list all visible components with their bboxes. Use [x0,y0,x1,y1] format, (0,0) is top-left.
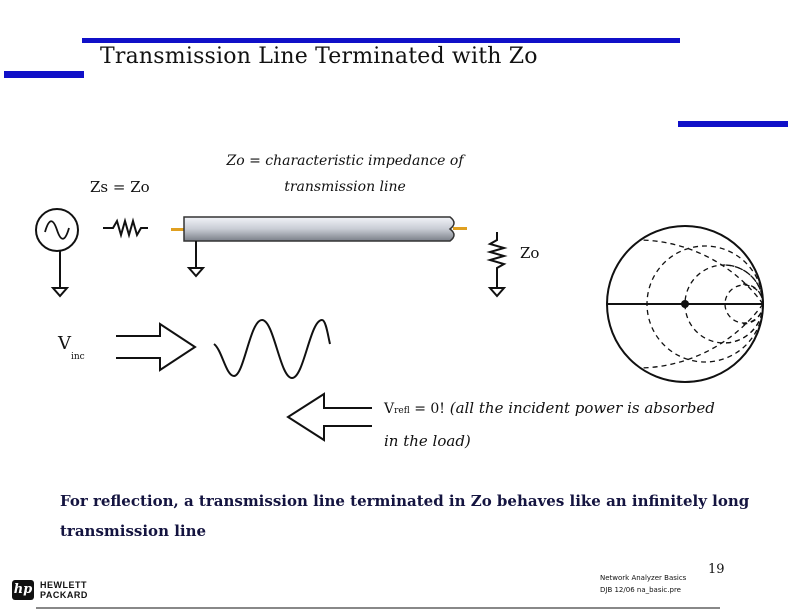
zo-definition-label: Zo = characteristic impedance of transmission line [226,153,464,195]
reflected-arrow-icon [288,394,372,440]
incident-voltage-subscript: inc [71,352,85,362]
company-name-line1: HEWLETT [40,580,87,590]
reflected-voltage-note: (all the incident power is absorbed in the load) [384,399,715,450]
conclusion-text: For reflection, a transmission line terminated in Zo behaves like an infinitely long transmission line [60,492,750,540]
reflected-voltage-value: = 0! [409,401,445,417]
company-name-line2: PACKARD [40,590,88,600]
footer-doc-meta: DJB 12/06 na_basic.pre [600,586,681,594]
load-resistor-icon [490,232,504,296]
source-impedance-label: Zs = Zo [90,178,150,196]
incident-arrow-icon [116,324,195,370]
transmission-line-icon [171,217,467,276]
incident-wave-icon [214,320,330,378]
page-number: 19 [708,562,725,577]
footer-doc-info [600,572,686,596]
company-name [40,580,88,600]
hp-logo-icon: hp [12,580,34,600]
footer-doc-title: Network Analyzer Basics [600,574,687,582]
smith-chart-icon [607,226,763,382]
reflected-voltage-symbol: V [384,401,395,417]
load-impedance-label: Zo [520,244,540,262]
reflected-voltage-subscript: refl [394,406,410,416]
ac-source-icon [36,209,78,296]
incident-voltage-symbol: V [58,333,71,354]
source-resistor-icon [103,221,148,235]
slide-title: Transmission Line Terminated with Zo [100,44,538,69]
